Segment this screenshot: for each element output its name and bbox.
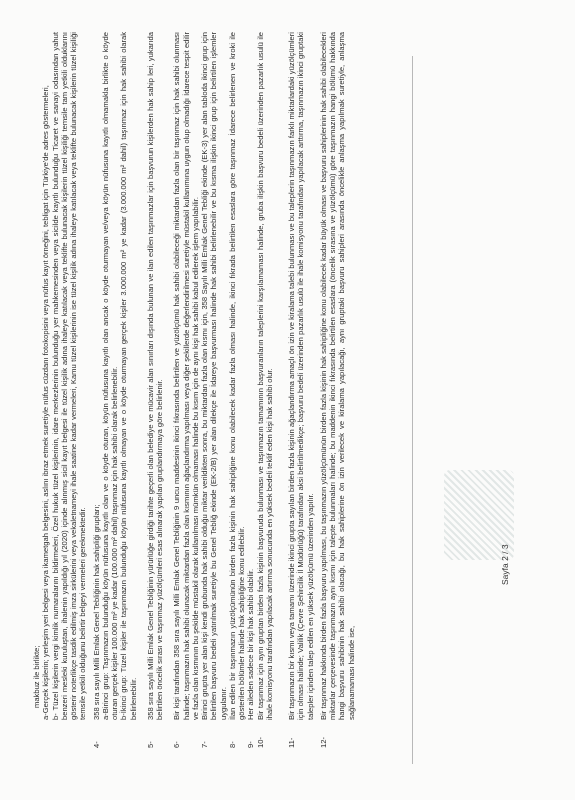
paragraph-a: a-Gerçek kişilerin; yerleşim yeri belgesi veya ikametgah belgesini, aslını ibraz etmek suretiyle nüfus cüzdanı fotokopisini veya nüfus kayıt örneğini, tebligat için Türkiye'de adres göstermeleri, [41, 85, 51, 720]
list-item [200, 28, 228, 748]
document-body [32, 28, 512, 748]
item-text: Bir kişi tarafından 358 sıra sayılı Milli Emlak Genel Tebliğinin 9 uncu maddesinin ikinci fıkrasında belirtilen ve yüzölçümü hak sahibi olabileceği miktardan fazla olan bir taşınmaz için hak sahibi olunması halinde; taşınmazın hak sahibi olunacak miktardan fazla olan kısmının ağaçlandırma yapılması veya diğer şekillerde değerlendirilmesi suretiyle müstakil kullanımına uygun olup olmadığı İdarece tespit edilir ve fazla olan kısmının bu şekilde müstakil olarak kullanılması mümkün olmaması halinde bu kısım için de aynı kişi hak sahibi kabul edilerek işlem yapılabilir. [172, 32, 200, 720]
item-text: İlan edilen bir taşınmazın yüzölçümünün birden fazla kişinin hak sahipliğine konu olabilecek kadar fazla olması halinde, ikinci fıkrada belirtilen esaslara göre taşınmaz İdarece belirlenen ve kroki ile gösterilen bölümler halinde hak sahipliğine konu edilebilir. [227, 32, 246, 720]
paragraph-b: b- Tüzel kişilerin vergi kimlik numaralarını bildirmeleri, Özel hukuk tüzel kişilerinin, idare merkezlerinin bulunduğu yer mahkemesinden veya sicilde kayıtlı bulunduğu Ticaret ve sanayi odasından yahut benzeri mesleki kuruluştan, ihalenin yapıldığı yıl (2020) içinde alınmış sicil kayıt belgesi ile tüzel kişilik adına ihaleye katılacak veya teklifte bulunacak kişilerin tüzel kişiliği temsile tam yetkili olduklarını gösterir noterlikçe tasdik edilmiş imza sirkülerini veya vekaletnameyi ihale saatine kadar vermeleri, Kamu tüzel kişilerinin ise tüzel kişilik adına ihaleye katılacak veya teklifte bulunacak kişilerin tüzel kişiliği temsile yetkili olduğunu belirtir belgeyi vermeleri gerekmektedir. [50, 32, 88, 720]
page-number: Sayfa 2 / 3 [500, 544, 510, 585]
item-number: 11- [287, 737, 296, 748]
item-text: 358 sıra sayılı Milli Emlak Genel Tebliğinin hak sahipliği grupları; [91, 504, 101, 720]
item-text: a-Birinci grup: Taşınmazın bulunduğu köyün nüfusuna kayıtlı olan ve o köyde oturan, köyün nüfusuna kayıtlı olan ancak o köyde oturmayan ve/veya köyün nüfusuna kayıtlı olmamakla birlikte o köyde oturan gerçek kişiler 100.000 m² ye kadar (100.000 m² dahil) taşınmaz için hak sahibi olarak belirlenebilir. [100, 32, 119, 720]
item-number: 8- [227, 741, 237, 748]
item-number: 5- [145, 741, 155, 748]
item-text: 358 sıra sayılı Milli Emlak Genel Tebliğinin yürürlüğe girdiği tarihte geçerli olan belediye ve mücavir alan sınırları dışında bulunan ve ilan edilen taşınmazlar için başvurun kişilerden hak sahip leri, yukarıda belirtilen öncelik sırası ve taşınmaz yüzölçümleri esas alınarak yapılan gruplandırmaya göre belirlenir. [145, 32, 164, 720]
item-number: 6- [172, 741, 182, 748]
list-item [319, 28, 356, 748]
list-item [172, 28, 200, 748]
list-item [256, 28, 275, 748]
item-number: 10- [255, 737, 265, 748]
item-number: 7- [200, 741, 209, 748]
list-item [228, 28, 247, 748]
list-item [92, 28, 138, 748]
item-number: 12- [318, 737, 328, 748]
item-text: b-İkinci grup: Tüzel kişiler ile taşınmazın bulunduğu köyün nüfusuna kayıtlı olmayan ve o köyde oturmayan gerçek kişiler 3.000.000 m² ye kadar (3.000.000 m² dahil) taşınmaz için hak sahibi olarak belirlenebilir. [119, 32, 138, 720]
list-item [246, 28, 255, 748]
item-number: 4- [91, 741, 101, 748]
list-item [41, 28, 87, 748]
item-number: 9- [246, 741, 256, 748]
item-text: Bir taşınmazın bir kısmı veya tamamı üzerinde ikinci grupta sayılan birden fazla kişinin ağaçlandırma amaçlı ön izin ve kiralama talebi bulunması ve bu taleplerin taşınmazın farklı miktarlardaki yüzölçümleri için olması halinde; Valilik (Çevre Şehircilik İl Müdürlüğü) tarafından aksi belirtilmedikçe; başvuru bedeli üzerinden pazarlık usulü ile ihale komisyonu tarafından yapılacak arttırma, taşınmazın ikinci gruptaki talepler içinden talep edilen en yüksek yüzölçümü üzerinden yapılır. [287, 32, 315, 720]
item-text: Bir taşınmaz için aynı gruptan birden fazla kişinin başvuruda bulunması ve taşınmazın tamamının başvuranların taleplerini karşılamaması halinde, gruba ilişkin başvuru bedeli üzerinden pazarlık usulü ile ihale komisyonu tarafından yapılacak artırma sonucunda en yüksek bedeli teklif eden kişi hak sahibi olur. [255, 32, 274, 720]
intro-text: makbuz ile birlikte; [32, 645, 41, 708]
item-text: Her aileden sadece bir kişi hak sahibi olabilir. [246, 568, 256, 720]
list-item [146, 28, 165, 748]
item-text: Birinci grupta yer alan kişi kendi grubunda hak sahibi olduğu miktar verildikten sonra, bu miktardan fazla olan kısmı için, 358 Sayılı Milli Emlak Genel Tebliği ekinde (EK-3) yer alan tabloda ikinci grup için belirtilen başvuru bedeli yatırılmak suretiyle bu Genel Tebliğ ekinde (EK-2/B) yer alan dilekçe ile İdareye başvurması halinde hak sahibi belirlenebilir ve bu kısma ilişkin ikinci grup için belirtilen işlemler uygulanır. [200, 32, 228, 720]
list-item [287, 28, 315, 748]
item-text: Bir taşınmaz hakkında birden fazla başvuru yapılması, bu taşınmazın yüzölçümünün birden fazla kişinin hak sahipliğine konu olabilecek kadar büyük olması ve başvuru sahiplerinin hak sahibi olabilecekleri miktarlar çerçevesinde taşınmazın aynı kısmı için talepte bulunmaları halinde; bu maddenin ikinci fıkrasında belirtilen esaslara (öncelik sırasına ve yüzölçümü) göre taşınmazın hangi bölümü hakkında hangi başvuru sahibinin hak sahibi olacağı, bu hak sahiplerine ön izin verilecek ve kiralama yapılacağı, aynı gruptaki başvuru sahipleri arasında öncelikle anlaşma yapılmak suretiyle, anlaşma sağlanamaması halinde ise, [318, 32, 356, 720]
